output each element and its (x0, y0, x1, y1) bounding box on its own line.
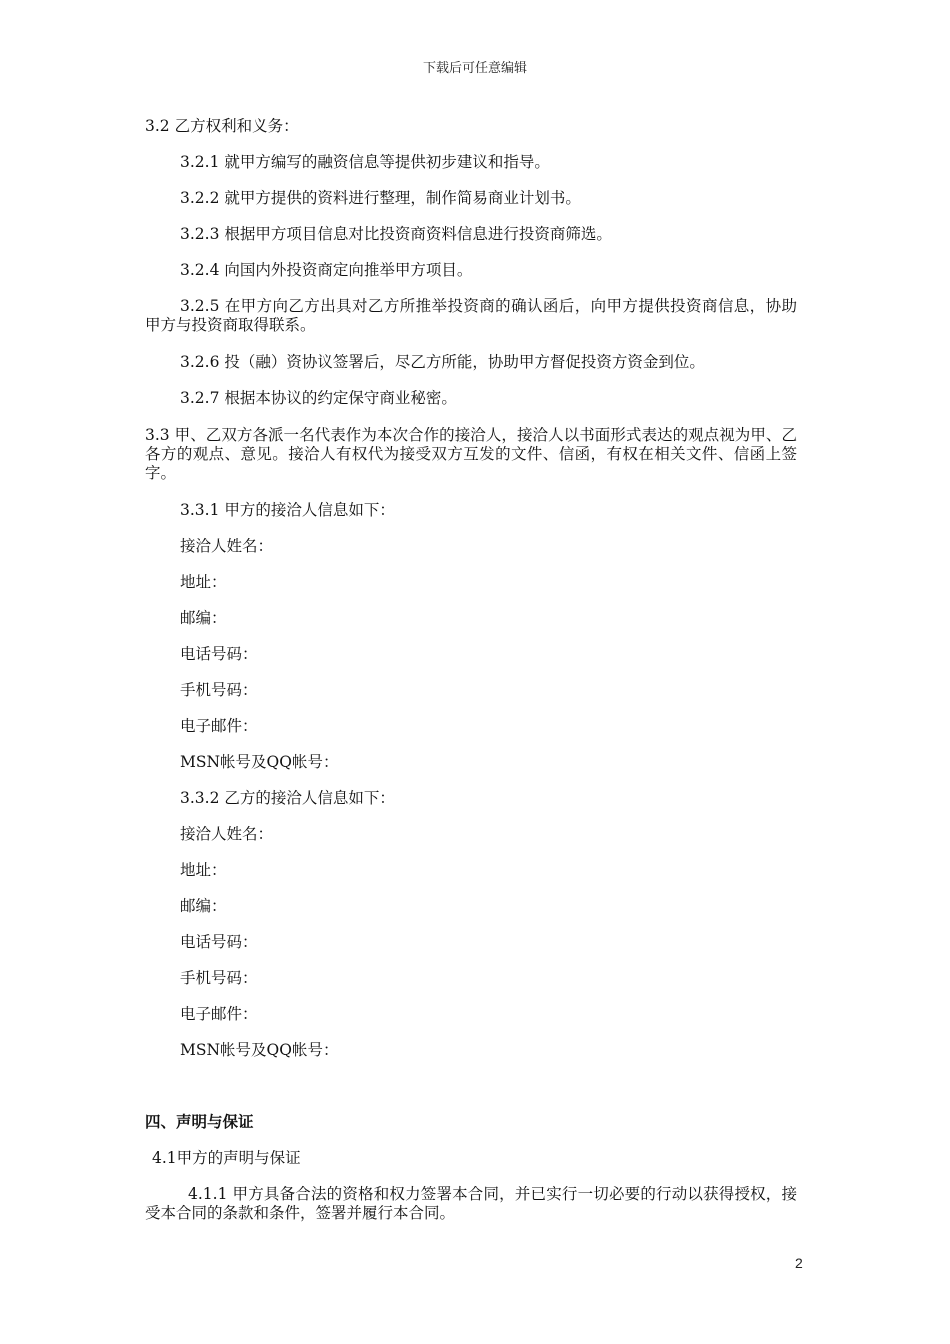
clause-3-2-4: 3.2.4 向国内外投资商定向推举甲方项目。 (180, 261, 473, 279)
party-a-mobile-field: 手机号码： (180, 681, 258, 699)
page-header: 下载后可任意编辑 (422, 61, 527, 76)
party-a-msn-qq-field: MSN帐号及QQ帐号： (180, 753, 339, 771)
clause-3-2-5: 3.2.5 在甲方向乙方出具对乙方所推举投资商的确认函后，向甲方提供投资商信息，协助甲方与投资商取得联系。 (145, 297, 797, 334)
clause-3-2-1: 3.2.1 就甲方编写的融资信息等提供初步建议和指导。 (180, 153, 550, 171)
party-a-phone-field: 电话号码： (180, 645, 258, 663)
party-b-postcode-field: 邮编： (180, 897, 227, 915)
page-number: 2 (795, 1255, 803, 1271)
party-b-msn-qq-field: MSN帐号及QQ帐号： (180, 1041, 339, 1059)
party-b-email-field: 电子邮件： (180, 1005, 258, 1023)
clause-3-2-6: 3.2.6 投（融）资协议签署后，尽乙方所能，协助甲方督促投资方资金到位。 (180, 353, 705, 371)
party-a-contact-title: 3.3.1 甲方的接洽人信息如下： (180, 501, 395, 519)
party-b-mobile-field: 手机号码： (180, 969, 258, 987)
section-3-2-title: 3.2 乙方权利和义务： (145, 117, 299, 135)
party-b-contact-name-field: 接洽人姓名： (180, 825, 274, 843)
party-b-phone-field: 电话号码： (180, 933, 258, 951)
party-b-address-field: 地址： (180, 861, 227, 879)
clause-3-2-3: 3.2.3 根据甲方项目信息对比投资商资料信息进行投资商筛选。 (180, 225, 612, 243)
party-a-postcode-field: 邮编： (180, 609, 227, 627)
party-a-contact-name-field: 接洽人姓名： (180, 537, 274, 555)
party-a-email-field: 电子邮件： (180, 717, 258, 735)
section-4-heading: 四、声明与保证 (145, 1113, 254, 1131)
section-3-3-paragraph: 3.3 甲、乙双方各派一名代表作为本次合作的接洽人，接洽人以书面形式表达的观点视为甲、乙各方的观点、意见。接洽人有权代为接受双方互发的文件、信函，有权在相关文件、信函上签字。 (145, 426, 797, 482)
party-a-address-field: 地址： (180, 573, 227, 591)
clause-4-1-1: 4.1.1 甲方具备合法的资格和权力签署本合同，并已实行一切必要的行动以获得授权，接受本合同的条款和条件，签署并履行本合同。 (145, 1185, 797, 1222)
clause-3-2-7: 3.2.7 根据本协议的约定保守商业秘密。 (180, 389, 457, 407)
party-b-contact-title: 3.3.2 乙方的接洽人信息如下： (180, 789, 395, 807)
clause-3-2-2: 3.2.2 就甲方提供的资料进行整理，制作简易商业计划书。 (180, 189, 581, 207)
section-4-1-title: 4.1甲方的声明与保证 (152, 1149, 301, 1167)
